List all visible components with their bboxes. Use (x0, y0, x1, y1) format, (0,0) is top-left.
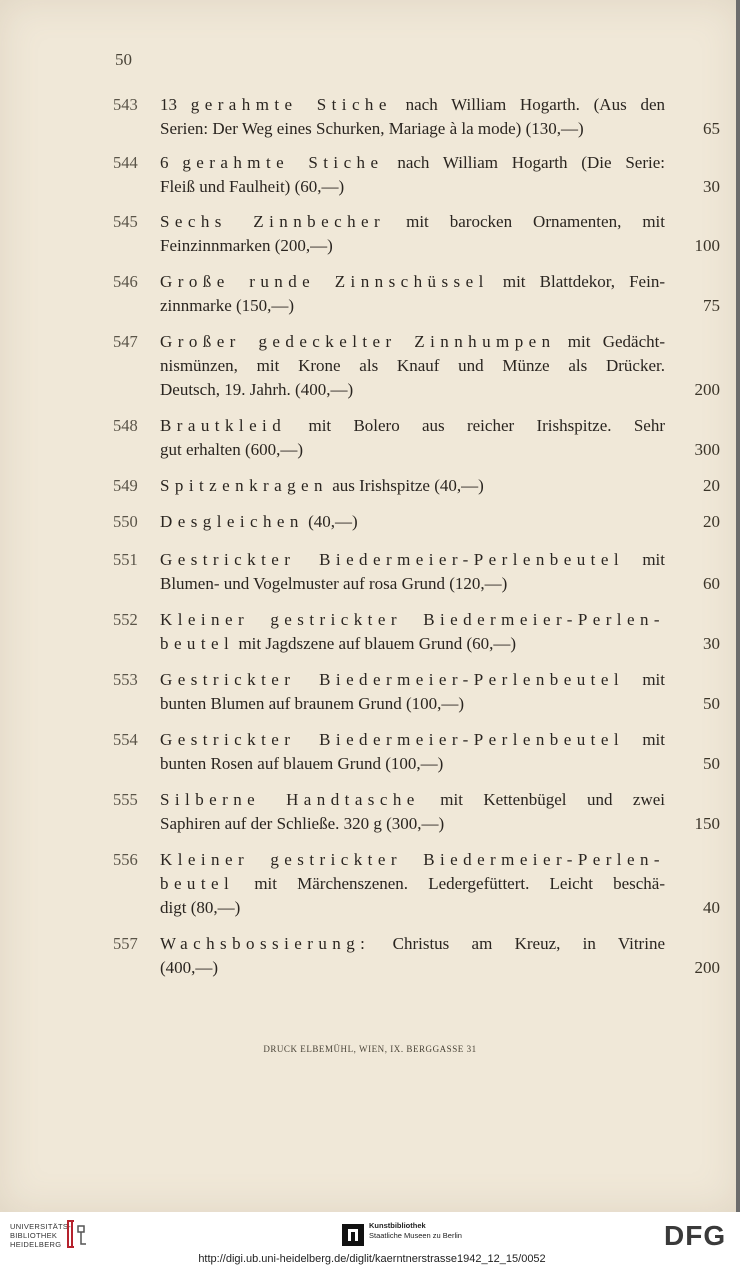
description-line (160, 510, 665, 534)
item-text: digt (80,—) (160, 898, 241, 917)
description-line (160, 438, 665, 462)
estimate-price: 20 (703, 476, 720, 495)
lot-number: 556 (113, 850, 138, 869)
estimate-price: 20 (703, 512, 720, 531)
item-text: mit Blattdekor, Fein- (488, 272, 665, 291)
description-line (160, 354, 665, 378)
lot-number: 545 (113, 212, 138, 231)
description-line (160, 548, 665, 572)
item-text: mit Jagdszene auf blauem Grund (60,—) (234, 634, 517, 653)
item-title: Sechs Zinnbecher (160, 212, 386, 231)
viewer-footer (0, 1212, 744, 1266)
description-line (160, 896, 665, 920)
item-text: mit (624, 730, 665, 749)
item-title: Kleiner gestrickter Biedermeier-Perlen- (160, 850, 665, 869)
description-line (160, 572, 665, 596)
item-text: mit (624, 550, 665, 569)
lot-number: 549 (113, 476, 138, 495)
lot-number: 544 (113, 153, 138, 172)
description-line (160, 608, 665, 632)
item-text: bunten Rosen auf blauem Grund (100,—) (160, 754, 444, 773)
item-text: mit Gedächt- (555, 332, 665, 351)
estimate-price: 50 (703, 694, 720, 713)
printer-imprint: DRUCK ELBEMÜHL, WIEN, IX. BERGGASSE 31 (263, 1044, 477, 1054)
item-title: Spitzenkragen (160, 476, 328, 495)
description-line (160, 175, 665, 199)
description-line (160, 812, 665, 836)
item-title: Silberne Handtasche (160, 790, 420, 809)
item-text: mit Bolero aus reicher Irishspitze. Sehr (286, 416, 665, 435)
university-library-label: UNIVERSITÄTS- BIBLIOTHEK HEIDELBERG (10, 1222, 71, 1249)
item-title: Desgleichen (160, 512, 304, 531)
item-text: mit Märchenszenen. Ledergefüttert. Leicht beschä- (234, 874, 665, 893)
description-line (160, 632, 665, 656)
dfg-logo: DFG (664, 1220, 727, 1251)
estimate-price: 200 (694, 958, 720, 977)
description-line (160, 474, 665, 498)
description-line (160, 378, 665, 402)
item-text: mit Kettenbügel und zwei (419, 790, 665, 809)
description-line (160, 752, 665, 776)
item-text: mit (624, 670, 665, 689)
item-text: Deutsch, 19. Jahrh. (400,—) (160, 380, 354, 399)
estimate-price: 75 (703, 296, 720, 315)
estimate-price: 30 (703, 634, 720, 653)
item-text: Serien: Der Weg eines Schurken, Mariage à la mode) (130,—) (160, 119, 584, 138)
lot-number: 552 (113, 610, 138, 629)
estimate-price: 300 (694, 440, 720, 459)
estimate-price: 30 (703, 177, 720, 196)
description-line (160, 692, 665, 716)
item-text: nach William Hogarth (Die Serie: (383, 153, 665, 172)
item-title: Kleiner gestrickter Biedermeier-Perlen- (160, 610, 665, 629)
lot-number: 555 (113, 790, 138, 809)
item-text: 6 (160, 153, 183, 172)
university-logo-icon (64, 1218, 90, 1250)
description-line (160, 788, 665, 812)
lot-number: 547 (113, 332, 138, 351)
lot-number: 546 (113, 272, 138, 291)
item-text: zinnmarke (150,—) (160, 296, 295, 315)
item-text: Feinzinnmarken (200,—) (160, 236, 333, 255)
item-title: Gestrickter Biedermeier-Perlenbeutel (160, 550, 624, 569)
estimate-price: 200 (694, 380, 720, 399)
item-text: Fleiß und Faulheit) (60,—) (160, 177, 345, 196)
lot-number: 548 (113, 416, 138, 435)
estimate-price: 40 (703, 898, 720, 917)
item-text: (40,—) (303, 512, 358, 531)
lot-number: 557 (113, 934, 138, 953)
lot-number: 554 (113, 730, 138, 749)
item-title: Wachsbossierung: (160, 934, 371, 953)
description-line (160, 872, 665, 896)
item-text: mit barocken Ornamenten, mit (385, 212, 665, 231)
description-line (160, 932, 665, 956)
item-text: 13 (160, 95, 191, 114)
description-line (160, 956, 665, 980)
item-title: Großer gedeckelter Zinnhumpen (160, 332, 556, 351)
description-line (160, 668, 665, 692)
estimate-price: 50 (703, 754, 720, 773)
description-line (160, 294, 665, 318)
description-line (160, 330, 665, 354)
description-line (160, 151, 665, 175)
item-title: Große runde Zinnschüssel (160, 272, 489, 291)
item-text: aus Irishspitze (40,—) (327, 476, 484, 495)
item-text: bunten Blumen auf braunem Grund (100,—) (160, 694, 465, 713)
description-line (160, 93, 665, 117)
item-text: Christus am Kreuz, in Vitrine (370, 934, 665, 953)
item-title: Gestrickter Biedermeier-Perlenbeutel (160, 670, 624, 689)
estimate-price: 60 (703, 574, 720, 593)
description-line (160, 270, 665, 294)
estimate-price: 100 (694, 236, 720, 255)
page-number: 50 (115, 50, 132, 69)
source-url[interactable]: http://digi.ub.uni-heidelberg.de/diglit/kaerntnerstrasse1942_12_15/0052 (198, 1253, 546, 1265)
item-text: Saphiren auf der Schließe. 320 g (300,—) (160, 814, 445, 833)
item-title: Brautkleid (160, 416, 287, 435)
page-edge (736, 0, 740, 1212)
estimate-price: 65 (703, 119, 720, 138)
description-line (160, 234, 665, 258)
item-text: (400,—) (160, 958, 219, 977)
description-line (160, 210, 665, 234)
kunstbibliothek-label: Kunstbibliothek Staatliche Museen zu Berlin (369, 1221, 462, 1240)
item-title: Gestrickter Biedermeier-Perlenbeutel (160, 730, 624, 749)
lot-number: 550 (113, 512, 138, 531)
item-text: gut erhalten (600,—) (160, 440, 304, 459)
estimate-price: 150 (694, 814, 720, 833)
item-text: nach William Hogarth. (Aus den (391, 95, 665, 114)
item-title: beutel (160, 634, 235, 653)
kunstbibliothek-logo-icon (342, 1224, 364, 1246)
description-line (160, 117, 665, 141)
item-text: Blumen- und Vogelmuster auf rosa Grund (120,—) (160, 574, 508, 593)
item-title: gerahmte Stiche (182, 153, 384, 172)
description-line (160, 414, 665, 438)
item-text: nismünzen, mit Krone als Knauf und Münze als Drücker. (160, 356, 665, 375)
description-line (160, 848, 665, 872)
item-title: gerahmte Stiche (190, 95, 392, 114)
item-title: beutel (160, 874, 235, 893)
description-line (160, 728, 665, 752)
lot-number: 543 (113, 95, 138, 114)
lot-number: 553 (113, 670, 138, 689)
lot-number: 551 (113, 550, 138, 569)
